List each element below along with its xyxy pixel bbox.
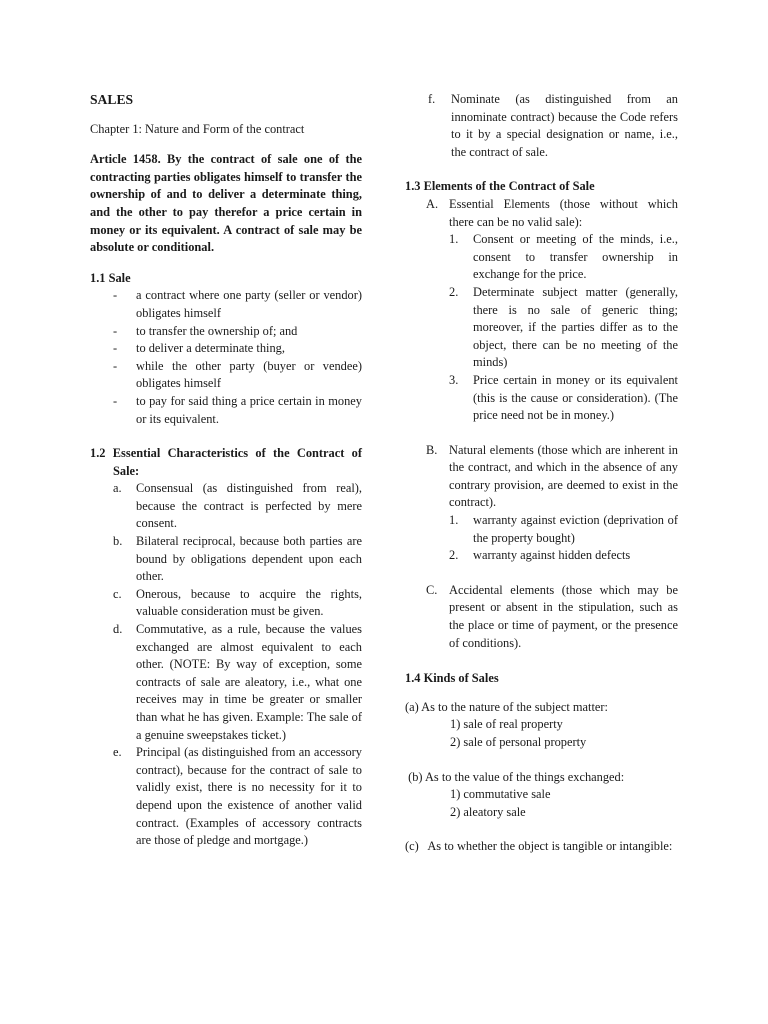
kind-b-list [405,786,678,821]
list-item: B. Natural elements (those which are inherent in the contract, and which in the absence of any contrary provision, are deemed to exist in the contract). [426,442,678,510]
right-column [405,91,678,856]
list-item: 1. warranty against eviction (deprivation of the property bought) [449,513,678,545]
list-item: C. Accidental elements (those which may be present or absent in the stipulation, such as the place or time of payment, or the presence of conditions). [426,582,678,650]
essential-elements [405,196,678,231]
list-item: 1) sale of real property [450,717,563,732]
list-item: 1. Consent or meeting of the minds, i.e., consent to transfer ownership in exchange for the price. [449,232,678,282]
list-item: f. Nominate (as distinguished from an innominate contract) because the Code refers to it by a special designation or name, i.e., the contract of sale. [428,92,678,159]
list-item: e. Principal (as distinguished from an accessory contract), because for the contract of sale to validly exist, there is no necessity for it to depend upon the existence of another valid contract. (Examples of accessory contracts are those of pledge and mortgage.) [113,745,362,848]
kind-a-list [405,716,678,751]
section-1-2-heading: 1.2 Essential Characteristics of the Contract of Sale: [90,446,362,478]
list-item: - to deliver a determinate thing, [113,341,285,356]
list-item: b. Bilateral reciprocal, because both parties are bound by obligations dependent upon each other. [113,534,362,584]
list-item: - a contract where one party (seller or vendor) obligates himself [113,288,362,320]
left-column [90,91,362,850]
list-item: - while the other party (buyer or vendee) obligates himself [113,358,362,391]
chapter-heading: Chapter 1: Nature and Form of the contract [90,121,305,136]
characteristics-list [90,480,362,849]
document-title: SALES [90,92,134,107]
essential-elements-list [405,231,678,425]
list-item: 2) sale of personal property [450,735,587,749]
list-item: c. Onerous, because to acquire the rights, valuable consideration must be given. [113,586,362,619]
list-item: 2) aleatory sale [450,804,526,819]
list-item: - to transfer the ownership of; and [113,323,298,338]
natural-elements-list [405,512,678,565]
section-1-4-heading: 1.4 Kinds of Sales [405,671,499,686]
characteristic-f [405,91,678,161]
list-item: 2. warranty against hidden defects [449,548,631,563]
list-item: 2. Determinate subject matter (generally, there is no sale of generic thing; moreover, if the parties differ as to the object, there can be no meeting of the minds) [449,284,678,370]
list-item: a. Consensual (as distinguished from real), because the contract is perfected by mere consent. [113,481,362,531]
article-1458: Article 1458. By the contract of sale one of the contracting parties obligates himself to transfer the ownership of and to deliver a determinate thing, and the other to pay therefor a price certain in money or its equivalent. A contract of sale may be absolute or conditional. [90,152,362,255]
list-item: d. Commutative, as a rule, because the values exchanged are almost equivalent to each other. (NOTE: By way of exception, some contracts of sale are aleatory, i.e., what one receives may in time be greater or smaller than what he has given. Example: The sale of a genuine sweepstakes ticket.) [113,622,362,742]
sale-definition-list [90,287,362,428]
kind-c-heading: (c) As to whether the object is tangible or intangible: [405,839,673,854]
accidental-elements [405,582,678,652]
list-item: 3. Price certain in money or its equivalent (this is the cause or consideration). (The price need not be in money.) [449,372,678,423]
list-item: A. Essential Elements (those without which there can be no valid sale): [426,196,678,229]
natural-elements [405,442,678,512]
section-1-1-heading: 1.1 Sale [90,270,131,285]
kind-b-heading: (b) As to the value of the things exchanged: [405,769,625,784]
list-item: 1) commutative sale [450,787,551,802]
list-item: - to pay for said thing a price certain in money or its equivalent. [113,393,362,426]
kind-a-heading: (a) As to the nature of the subject matter: [405,699,608,714]
section-1-3-heading: 1.3 Elements of the Contract of Sale [405,179,595,194]
